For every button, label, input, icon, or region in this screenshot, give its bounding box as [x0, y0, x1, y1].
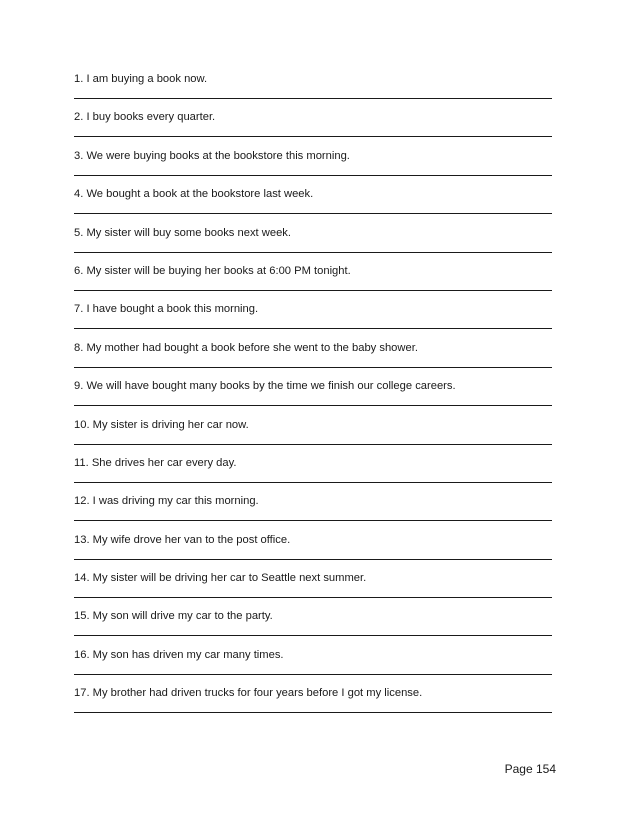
answer-line — [74, 405, 552, 406]
item-sentence: 7. I have bought a book this morning. — [74, 303, 259, 316]
answer-line — [74, 252, 552, 253]
answer-line — [74, 98, 552, 99]
worksheet-item-13 — [74, 525, 552, 563]
item-sentence: 4. We bought a book at the bookstore last week. — [74, 188, 314, 201]
item-sentence: 10. My sister is driving her car now. — [74, 418, 249, 431]
answer-line — [74, 367, 552, 368]
worksheet-item-4 — [74, 179, 552, 217]
answer-line — [74, 213, 552, 214]
answer-line — [74, 444, 552, 445]
worksheet-item-14 — [74, 563, 552, 601]
item-sentence: 2. I buy books every quarter. — [74, 111, 216, 124]
worksheet-item-9 — [74, 371, 552, 409]
item-sentence: 13. My wife drove her van to the post office. — [74, 533, 291, 546]
worksheet-item-8 — [74, 333, 552, 371]
worksheet-item-16 — [74, 640, 552, 678]
worksheet-item-10 — [74, 410, 552, 448]
answer-line — [74, 290, 552, 291]
page-number: Page 154 — [504, 762, 556, 776]
answer-line — [74, 597, 552, 598]
item-sentence: 16. My son has driven my car many times. — [74, 648, 284, 661]
worksheet-item-6 — [74, 256, 552, 294]
worksheet-item-3 — [74, 141, 552, 179]
answer-line — [74, 482, 552, 483]
answer-line — [74, 328, 552, 329]
item-sentence: 12. I was driving my car this morning. — [74, 495, 259, 508]
worksheet-item-12 — [74, 486, 552, 524]
item-sentence: 8. My mother had bought a book before she went to the baby shower. — [74, 341, 418, 354]
worksheet — [74, 64, 552, 717]
answer-line — [74, 175, 552, 176]
answer-line — [74, 136, 552, 137]
item-sentence: 9. We will have bought many books by the time we finish our college careers. — [74, 380, 456, 393]
worksheet-item-7 — [74, 294, 552, 332]
answer-line — [74, 674, 552, 675]
item-sentence: 17. My brother had driven trucks for four years before I got my license. — [74, 687, 423, 700]
item-sentence: 14. My sister will be driving her car to Seattle next summer. — [74, 572, 367, 585]
worksheet-item-2 — [74, 102, 552, 140]
worksheet-item-17 — [74, 678, 552, 716]
worksheet-item-15 — [74, 601, 552, 639]
item-sentence: 1. I am buying a book now. — [74, 73, 208, 85]
item-sentence: 11. She drives her car every day. — [74, 456, 237, 469]
answer-line — [74, 559, 552, 560]
item-sentence: 6. My sister will be buying her books at 6:00 PM tonight. — [74, 264, 351, 277]
worksheet-item-5 — [74, 218, 552, 256]
item-sentence: 3. We were buying books at the bookstore this morning. — [74, 149, 350, 162]
answer-line — [74, 635, 552, 636]
worksheet-item-1 — [74, 64, 552, 102]
answer-line — [74, 520, 552, 521]
item-sentence: 15. My son will drive my car to the party. — [74, 610, 273, 623]
worksheet-item-11 — [74, 448, 552, 486]
item-sentence: 5. My sister will buy some books next week. — [74, 226, 291, 239]
answer-line — [74, 712, 552, 713]
